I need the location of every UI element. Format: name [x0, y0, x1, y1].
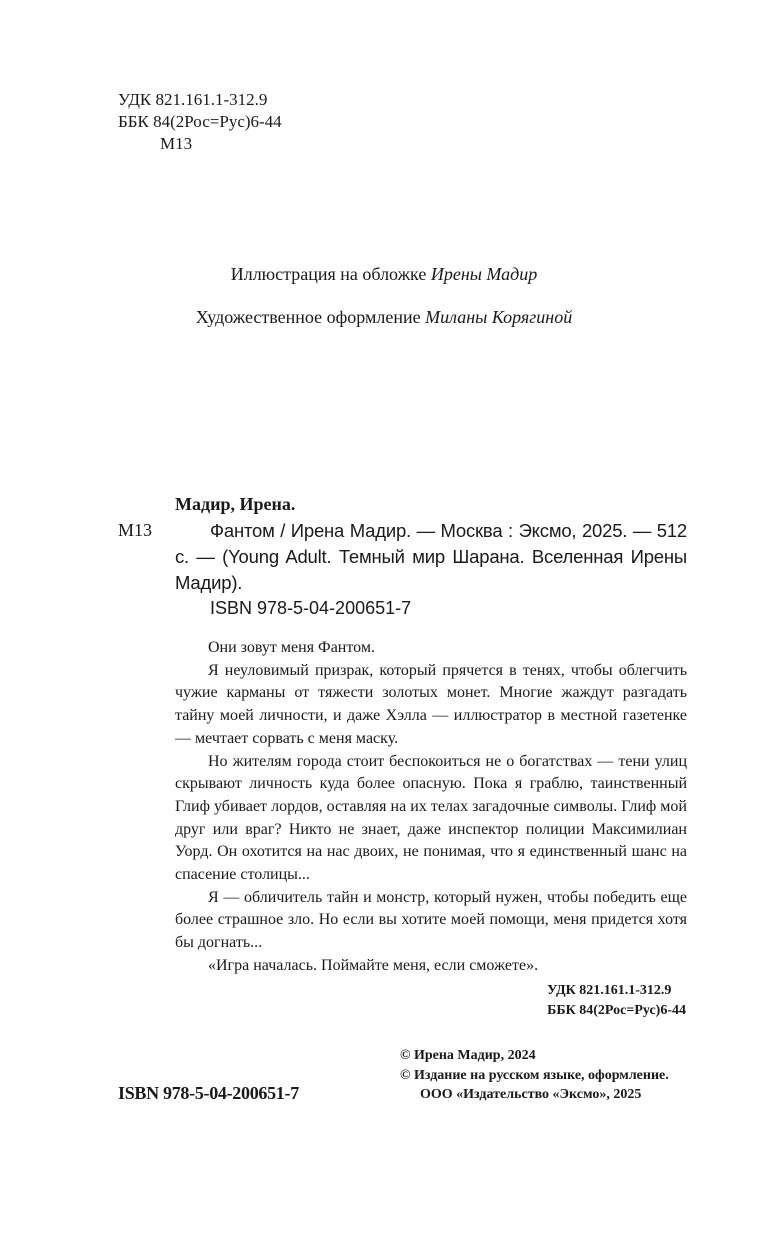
annotation-paragraph: Я — обличитель тайн и монстр, который нужен, чтобы победить еще более страшное зло. Но если вы хотите моей помощи, меня придется хотя бы догнать... [175, 888, 687, 952]
illustrator-name: Ирены Мадир [430, 264, 538, 284]
annotation-paragraph: Я неуловимый призрак, который прячется в тенях, чтобы облегчить чужие карманы от тяжести золотых монет. Многие жаждут разгадать тайну моей личности, и даже Хэлла — иллюстратор в местной газетенке — мечтает сорвать с меня маску. [175, 661, 687, 747]
annotation-paragraph: Они зовут меня Фантом. [208, 639, 375, 656]
illustration-credit [0, 264, 768, 285]
bib-isbn: ISBN 978-5-04-200651-7 [210, 598, 412, 618]
footer-bbk: ББК 84(2Рос=Рус)6-44 [547, 1003, 686, 1018]
author-sign: М13 [160, 134, 193, 153]
design-label: Художественное оформление [195, 307, 421, 327]
bbk-code: ББК 84(2Рос=Рус)6-44 [118, 112, 282, 131]
footer-udk: УДК 821.161.1-312.9 [547, 983, 672, 998]
illustration-label: Иллюстрация на обложке [230, 264, 427, 284]
annotation [175, 637, 687, 978]
copyright-publisher: ООО «Издательство «Эксмо», 2025 [420, 1087, 642, 1102]
bibliographic-description [175, 518, 687, 596]
annotation-paragraph: «Игра началась. Поймайте меня, если сможете». [208, 956, 539, 974]
copyright-edition: © Издание на русском языке, оформление. [400, 1067, 669, 1083]
copyright-author: © Ирена Мадир, 2024 [400, 1048, 536, 1063]
author-heading: Мадир, Ирена. [175, 494, 296, 514]
bib-author-sign: М13 [118, 520, 153, 540]
annotation-paragraph: Но жителям города стоит беспокоиться не о богатствах — тени улиц скрывают личность куда более опасную. Пока я граблю, таинственный Глиф убивает лордов, оставляя на их телах загадочные символы. Глиф мой друг или враг? Никто не знает, даже инспектор полиции Максимилиан Уорд. Он охотится на нас двоих, не понимая, что я единственный шанс на спасение столицы... [175, 752, 687, 884]
copyright-block [400, 1046, 669, 1105]
designer-name: Миланы Корягиной [425, 307, 573, 327]
footer-isbn: ISBN 978-5-04-200651-7 [118, 1083, 299, 1103]
footer-classification [547, 981, 686, 1021]
bib-description-text: Фантом / Ирена Мадир. — Москва : Эксмо, 2025. — 512 с. — (Young Adult. Темный мир Шарана. Вселенная Ирены Мадир). [175, 520, 687, 593]
classification-codes [118, 89, 282, 155]
design-credit [0, 307, 768, 328]
udk-code: УДК 821.161.1-312.9 [118, 90, 268, 109]
